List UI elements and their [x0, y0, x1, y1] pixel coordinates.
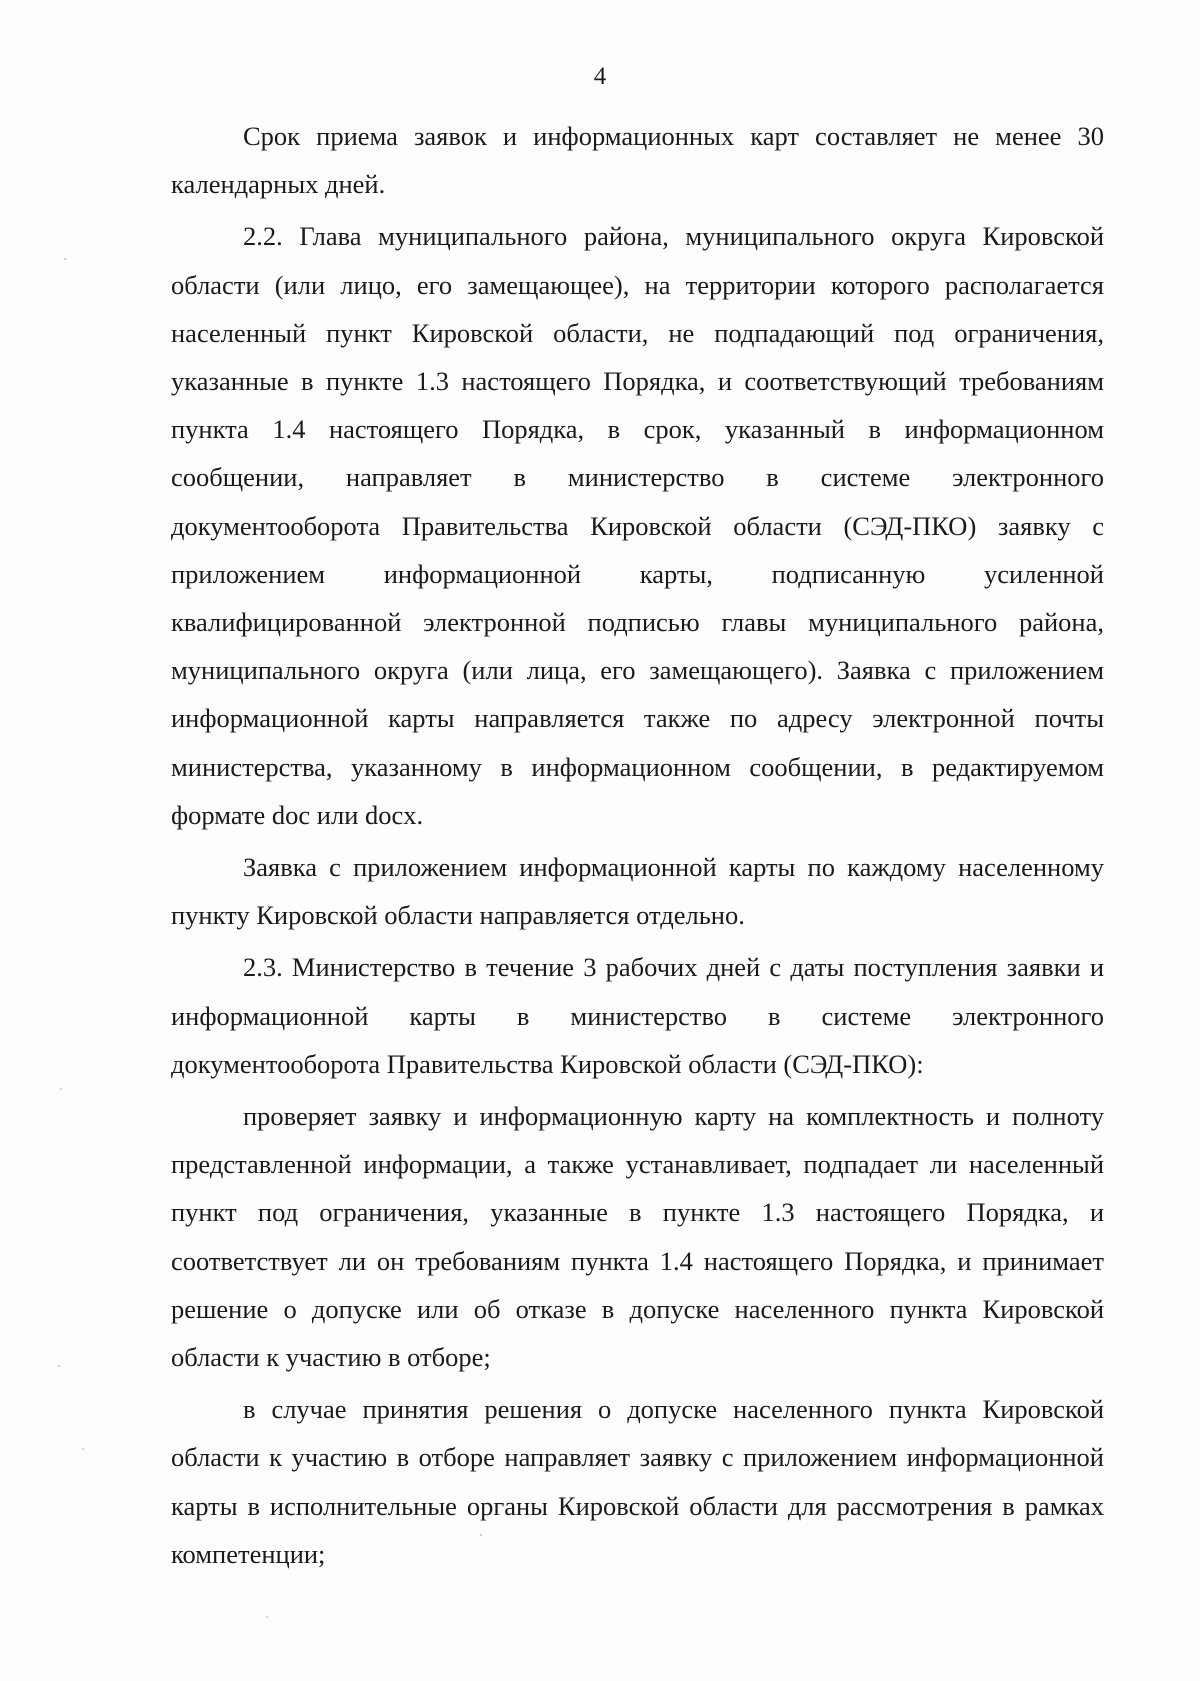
paragraph-separate-application: Заявка с приложением информационной карты по каждому населенному пункту Кировской области направляется отдельно.	[171, 852, 1104, 931]
scan-speck	[82, 1448, 84, 1450]
paragraph-checks-application: проверяет заявку и информационную карту на комплектность и полноту представленной информации, а также устанавливает, подпадает ли населенный пункт под ограничения, указанные в пункте 1.3 настоящего Порядка, и соответствует ли он требованиям пункта 1.4 настоящего Порядка, и принимает решение о допуске или об отказе в допуске населенного пункта Кировской области к участию в отборе;	[171, 1101, 1104, 1373]
paragraph-application-deadline: Срок приема заявок и информационных карт составляет не менее 30 календарных дней.	[171, 121, 1104, 200]
page-number: 4	[593, 63, 607, 90]
scan-speck	[60, 1088, 62, 1090]
paragraph-sends-application: в случае принятия решения о допуске населенного пункта Кировской области к участию в отборе направляет заявку с приложением информационной карты в исполнительные органы Кировской области для рассмотрения в рамках компетенции;	[171, 1394, 1104, 1569]
scan-speck	[266, 1616, 268, 1618]
scan-speck	[480, 1534, 482, 1536]
document-body	[171, 112, 1104, 1582]
scan-speck	[58, 1365, 60, 1367]
paragraph-2-3: 2.3. Министерство в течение 3 рабочих дней с даты поступления заявки и информационной карты в министерство в системе электронного документооборота Правительства Кировской области (СЭД-ПКО):	[171, 952, 1104, 1079]
paragraph-2-2: 2.2. Глава муниципального района, муниципального округа Кировской области (или лицо, его замещающее), на территории которого располагается населенный пункт Кировской области, не подпадающий под ограничения, указанные в пункте 1.3 настоящего Порядка, и соответствующий требованиям пункта 1.4 настоящего Порядка, в срок, указанный в информационном сообщении, направляет в министерство в системе электронного документооборота Правительства Кировской области (СЭД-ПКО) заявку с приложением информационной карты, подписанную усиленной квалифицированной электронной подписью главы муниципального района, муниципального округа (или лица, его замещающего). Заявка с приложением информационной карты направляется также по адресу электронной почты министерства, указанному в информационном сообщении, в редактируемом формате doc или docx.	[171, 221, 1104, 830]
scan-speck	[64, 258, 66, 260]
